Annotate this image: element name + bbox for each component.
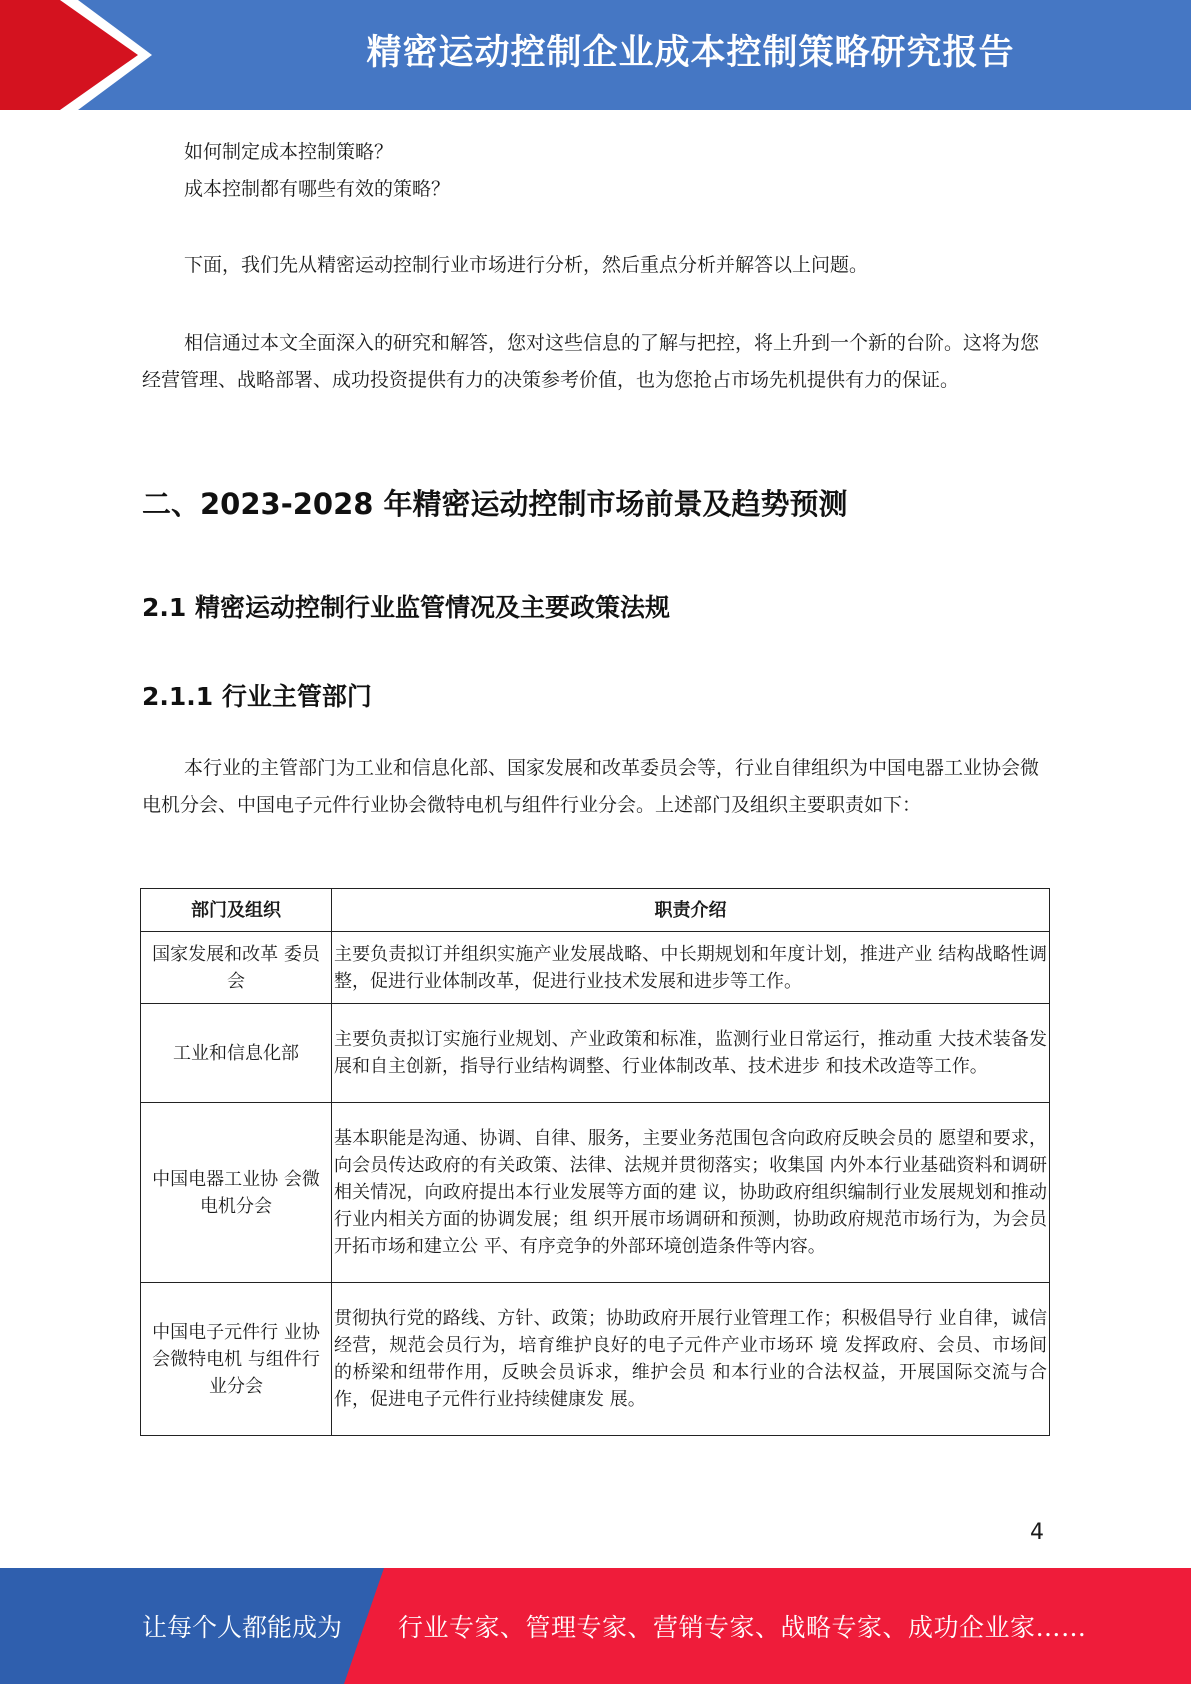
section-heading: 二、2023-2028 年精密运动控制市场前景及趋势预测 — [142, 487, 848, 521]
footer-slogan-left: 让每个人都能成为 — [142, 1613, 343, 1642]
table-header-row — [141, 889, 1050, 932]
table-row — [141, 932, 1050, 1004]
footer-slogan-right: 行业专家、管理专家、营销专家、战略专家、成功企业家…… — [398, 1613, 1087, 1642]
intro-question-1: 如何制定成本控制策略？ — [184, 141, 394, 163]
table-row — [141, 1103, 1050, 1283]
column-header-org: 部门及组织 — [141, 889, 332, 932]
intro-question-2: 成本控制都有哪些有效的策略？ — [184, 178, 451, 200]
responsibility-table — [140, 888, 1050, 1436]
desc-cell: 主要负责拟订实施行业规划、产业政策和标准，监测行业日常运行，推动重 大技术装备发展和自主创新，指导行业结构调整、行业体制改革、技术进步 和技术改造等工作。 — [332, 1004, 1050, 1103]
intro-paragraph-1: 下面，我们先从精密运动控制行业市场进行分析，然后重点分析并解答以上问题。 — [184, 254, 869, 276]
org-cell: 中国电子元件行 业协会微特电机 与组件行业分会 — [141, 1283, 332, 1436]
page-header — [0, 0, 1191, 110]
org-cell: 国家发展和改革 委员会 — [141, 932, 332, 1004]
table-row — [141, 1004, 1050, 1103]
page-footer — [0, 1568, 1191, 1684]
column-header-desc: 职责介绍 — [332, 889, 1050, 932]
desc-cell: 基本职能是沟通、协调、自律、服务，主要业务范围包含向政府反映会员的 愿望和要求，向会员传达政府的有关政策、法律、法规并贯彻落实；收集国 内外本行业基础资料和调研相关情况，向政府提出本行业发展等方面的建 议，协助政府组织编制行业发展规划和推动行业内相关方面的协调发展；组 织开展市场调研和预测，协助政府规范市场行为，为会员开拓市场和建立公 平、有序竞争的外部环境创造条件等内容。 — [332, 1103, 1050, 1283]
org-cell: 工业和信息化部 — [141, 1004, 332, 1103]
org-cell: 中国电器工业协 会微电机分会 — [141, 1103, 332, 1283]
table-row — [141, 1283, 1050, 1436]
report-title: 精密运动控制企业成本控制策略研究报告 — [366, 33, 1015, 73]
subsection-heading: 2.1 精密运动控制行业监管情况及主要政策法规 — [142, 593, 670, 622]
subsubsection-heading: 2.1.1 行业主管部门 — [142, 682, 372, 711]
desc-cell: 贯彻执行党的路线、方针、政策；协助政府开展行业管理工作；积极倡导行 业自律，诚信经营，规范会员行为，培育维护良好的电子元件产业市场环 境 发挥政府、会员、市场间的桥梁和纽带作用，反映会员诉求，维护会员 和本行业的合法权益，开展国际交流与合作，促进电子元件行业持续健康发 展。 — [332, 1283, 1050, 1436]
body-paragraph: 本行业的主管部门为工业和信息化部、国家发展和改革委员会等，行业自律组织为中国电器工业协会微电机分会、中国电子元件行业协会微特电机与组件行业分会。上述部门及组织主要职责如下： — [142, 757, 1040, 816]
intro-paragraph-2: 相信通过本文全面深入的研究和解答，您对这些信息的了解与把控，将上升到一个新的台阶。这将为您经营管理、战略部署、成功投资提供有力的决策参考价值，也为您抢占市场先机提供有力的保证。 — [142, 332, 1040, 391]
desc-cell: 主要负责拟订并组织实施产业发展战略、中长期规划和年度计划，推进产业 结构战略性调整，促进行业体制改革，促进行业技术发展和进步等工作。 — [332, 932, 1050, 1004]
page-number: 4 — [1030, 1520, 1044, 1545]
